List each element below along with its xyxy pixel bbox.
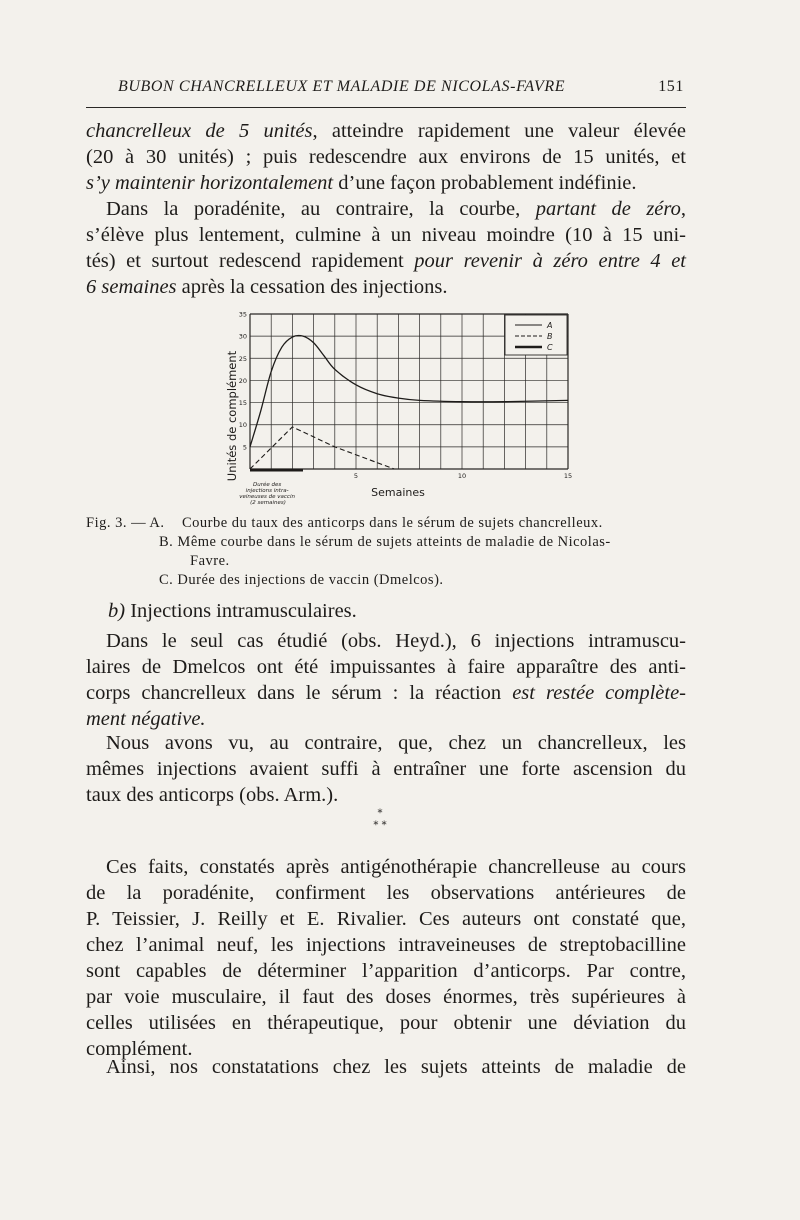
header-rule <box>86 107 686 108</box>
legend-label-b: B <box>547 332 553 341</box>
text-line: s’y maintenir horizontalement d’une façon probablement indéfinie. <box>86 172 637 194</box>
text-line: Dans la poradénite, au contraire, la courbe, partant de zéro, <box>106 198 687 220</box>
legend-box <box>505 315 567 355</box>
y-tick-label: 30 <box>238 332 247 341</box>
injection-duration-note: Durée des injections intra- veineuses de vaccin (2 semaines) <box>239 482 295 506</box>
caption-row-c <box>86 571 686 590</box>
antibody-chart <box>222 306 582 516</box>
x-tick-label: 5 <box>353 472 359 480</box>
caption-a: Courbe du taux des anticorps dans le sérum de sujets chancrelleux. <box>182 515 603 531</box>
caption-row-b <box>86 533 686 552</box>
y-tick-label: 35 <box>238 310 247 319</box>
text-line: corps chancrelleux dans le sérum : la réaction est restée complète- <box>86 682 687 704</box>
text-line: par voie musculaire, il faut des doses énormes, très supérieures à <box>86 986 686 1008</box>
paragraph-2 <box>86 196 686 300</box>
text-line: tés) et surtout redescend rapidement pour revenir à zéro entre 4 et <box>86 250 687 272</box>
text-line: 6 semaines après la cessation des injections. <box>86 276 448 298</box>
caption-b-cont: Favre. <box>190 553 230 569</box>
text-line: mêmes injections avaient suffi à entraîner une forte ascension du <box>86 758 686 780</box>
y-axis-label: Unités de complément <box>225 350 239 482</box>
y-tick-label: 10 <box>238 421 247 430</box>
y-tick-label: 20 <box>238 376 247 385</box>
paragraph-4 <box>86 730 686 808</box>
section-asterism: * * * <box>373 808 387 831</box>
x-axis-label: Semaines <box>371 486 425 499</box>
y-tick-label: 15 <box>238 399 247 408</box>
x-tick-label: 15 <box>563 472 573 480</box>
legend-label-a: A <box>547 321 553 330</box>
x-tick-label: 10 <box>457 472 467 480</box>
series-b-line <box>250 427 394 469</box>
figure-caption <box>86 514 686 590</box>
running-head <box>118 78 684 96</box>
section-heading: b) Injections intramusculaires. <box>108 600 357 622</box>
text-line: Ainsi, nos constatations chez les sujets atteints de maladie de <box>106 1056 686 1078</box>
chart-svg <box>222 306 582 516</box>
paragraph-3 <box>86 628 686 732</box>
chart-legend <box>505 315 567 355</box>
text-line: chancrelleux de 5 unités, atteindre rapidement une valeur élevée <box>86 120 686 142</box>
caption-c: C. Durée des injections de vaccin (Dmelcos). <box>159 572 444 588</box>
y-tick-label: 25 <box>238 354 247 363</box>
page-number: 151 <box>658 78 684 95</box>
text-line: P. Teissier, J. Reilly et E. Rivalier. Ces auteurs ont constaté que, <box>86 908 686 930</box>
text-line: ment négative. <box>86 708 206 730</box>
text-line: sont capables de déterminer l’apparition d’anticorps. Par contre, <box>86 960 686 982</box>
caption-b: B. Même courbe dans le sérum de sujets atteints de maladie de Nicolas- <box>159 534 611 550</box>
legend-label-c: C <box>547 343 553 352</box>
running-title: BUBON CHANCRELLEUX ET MALADIE DE NICOLAS-FAVRE <box>118 78 566 95</box>
paragraph-5 <box>86 854 686 1062</box>
text-line: celles utilisées en thérapeutique, pour obtenir une déviation du <box>86 1012 686 1034</box>
text-line: Dans le seul cas étudié (obs. Heyd.), 6 injections intramuscu- <box>106 630 686 652</box>
text-line: s’élève plus lentement, culmine à un niveau moindre (10 à 15 uni- <box>86 224 686 246</box>
y-tick-label: 5 <box>242 443 247 452</box>
text-line: Ces faits, constatés après antigénothérapie chancrelleuse au cours <box>106 856 686 878</box>
paragraph-1 <box>86 118 686 196</box>
text-line: chez l’animal neuf, les injections intraveineuses de streptobacilline <box>86 934 686 956</box>
text-line: (20 à 30 unités) ; puis redescendre aux environs de 15 unités, et <box>86 146 686 168</box>
caption-label: Fig. 3. — A. <box>86 515 165 531</box>
paragraph-6 <box>86 1054 686 1080</box>
text-line: complément. <box>86 1038 193 1060</box>
text-line: taux des anticorps (obs. Arm.). <box>86 784 339 806</box>
text-line: de la poradénite, confirment les observations antérieures de <box>86 882 686 904</box>
caption-row-b-cont <box>86 552 686 571</box>
text-line: Nous avons vu, au contraire, que, chez un chancrelleux, les <box>106 732 686 754</box>
text-line: laires de Dmelcos ont été impuissantes à faire apparaître des anti- <box>86 656 686 678</box>
caption-row-a <box>86 514 686 533</box>
